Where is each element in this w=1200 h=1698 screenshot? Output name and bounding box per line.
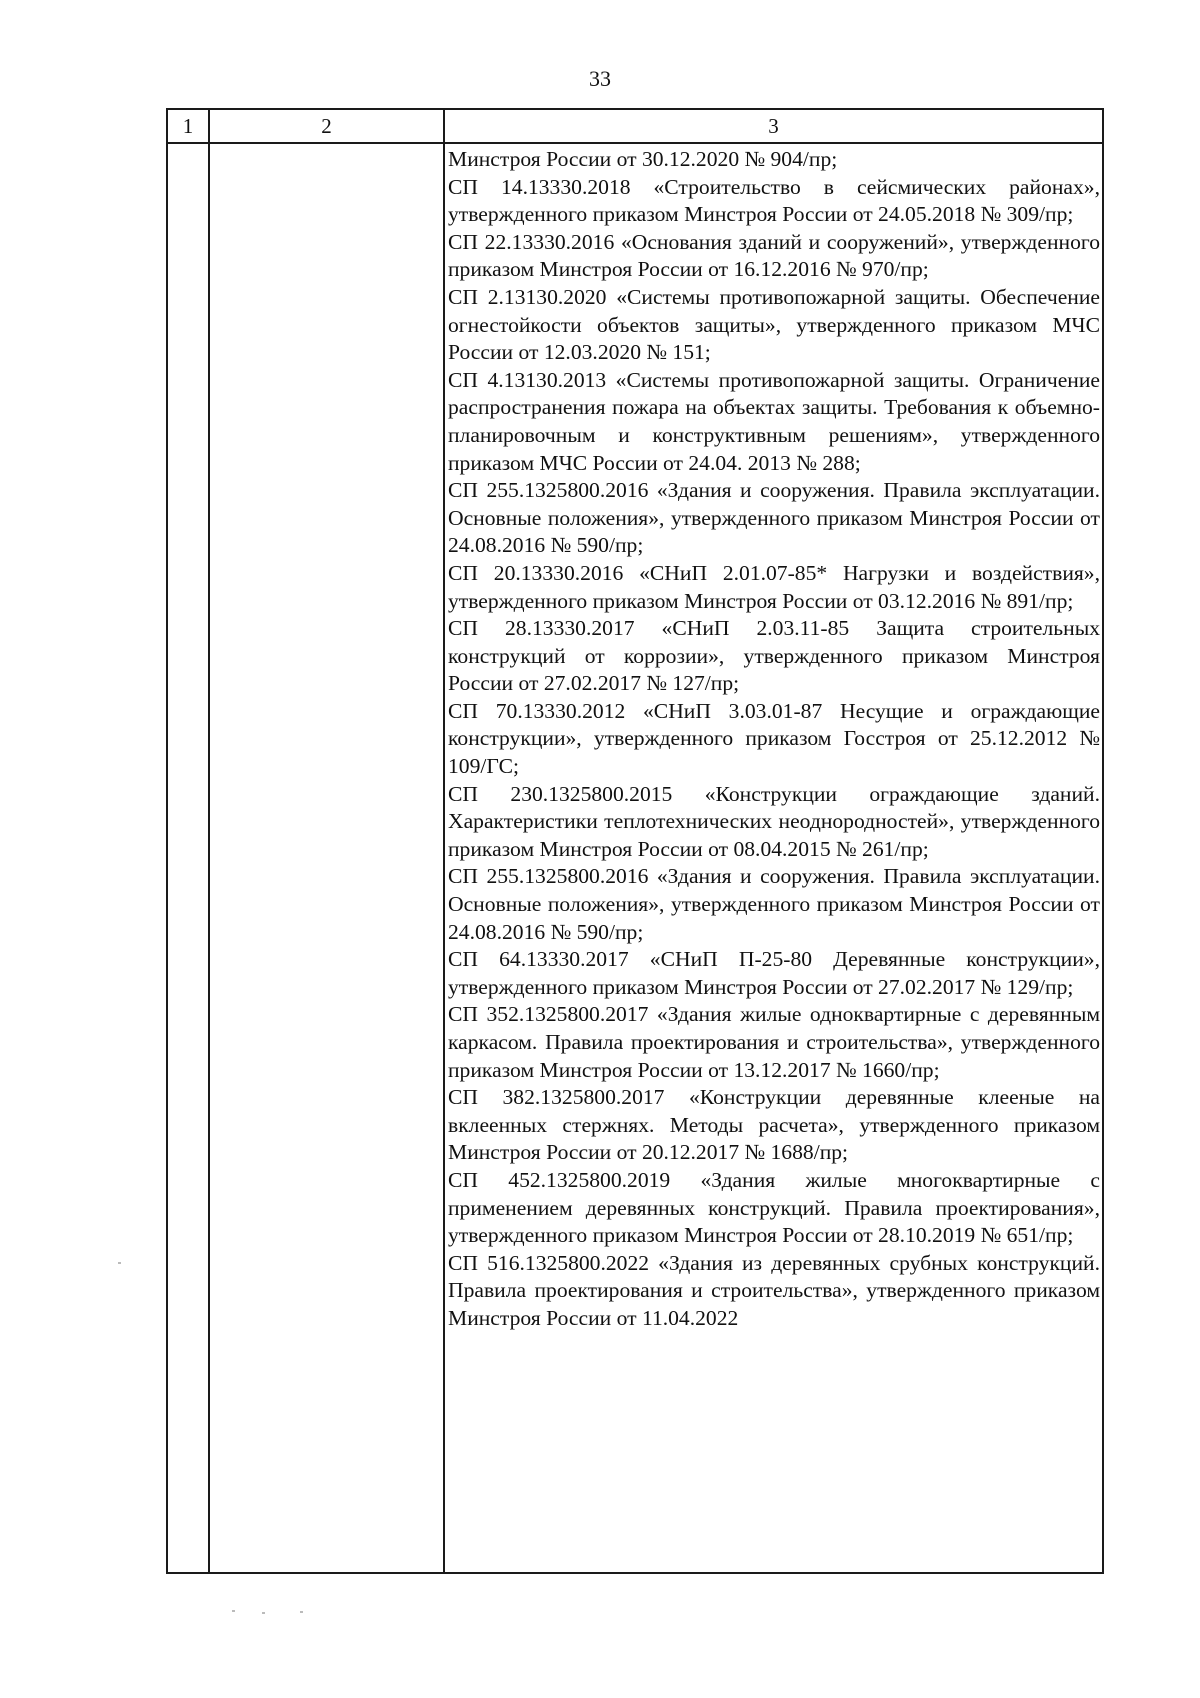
regulation-entry: СП 64.13330.2017 «СНиП П-25-80 Деревянные конструкции», утвержденного приказом Минстроя России от 27.02.2017 № 129/пр; <box>448 947 1100 999</box>
scan-artifact <box>232 1610 235 1612</box>
regulation-entry: СП 28.13330.2017 «СНиП 2.03.11-85 Защита строительных конструкций от коррозии», утвержденного приказом Минстроя России от 27.02.2017 № 127/пр; <box>448 616 1100 696</box>
column-header-1: 1 <box>182 114 194 138</box>
header-row-rule <box>168 142 1102 144</box>
scan-artifact <box>262 1612 265 1614</box>
regulations-table <box>166 108 1104 1574</box>
column-divider-1 <box>208 110 210 1572</box>
column-header-2: 2 <box>321 114 332 138</box>
scan-artifact <box>118 1262 121 1264</box>
regulation-entry: СП 382.1325800.2017 «Конструкции деревянные клееные на вклеенных стержнях. Методы расчета», утвержденного приказом Минстроя России от 20.12.2017 № 1688/пр; <box>448 1085 1100 1165</box>
regulation-entry: СП 352.1325800.2017 «Здания жилые одноквартирные с деревянным каркасом. Правила проектирования и строительства», утвержденного приказом Минстроя России от 13.12.2017 № 1660/пр; <box>448 1002 1100 1082</box>
regulation-entry: СП 255.1325800.2016 «Здания и сооружения. Правила эксплуатации. Основные положения», утвержденного приказом Минстроя России от 24.08.2016 № 590/пр; <box>448 478 1100 558</box>
regulation-entry: СП 14.13330.2018 «Строительство в сейсмических районах», утвержденного приказом Минстроя России от 24.05.2018 № 309/пр; <box>448 174 1100 227</box>
column-header-3: 3 <box>768 114 779 138</box>
regulation-entry: СП 70.13330.2012 «СНиП 3.03.01-87 Несущие и ограждающие конструкции», утвержденного приказом Госстроя от 25.12.2012 № 109/ГС; <box>448 698 1100 779</box>
regulation-entry: СП 452.1325800.2019 «Здания жилые многоквартирные с применением деревянных конструкций. Правила проектирования», утвержденного приказом Минстроя России от 28.10.2019 № 651/пр; <box>448 1167 1100 1248</box>
regulation-entry: Минстроя России от 30.12.2020 № 904/пр; <box>448 147 838 171</box>
regulation-entry: СП 2.13130.2020 «Системы противопожарной защиты. Обеспечение огнестойкости объектов защиты», утвержденного приказом МЧС России от 12.03.2020 № 151; <box>448 284 1100 365</box>
scan-artifact <box>300 1611 303 1613</box>
column-3-content <box>448 146 1100 1333</box>
regulation-entry: СП 516.1325800.2022 «Здания из деревянных срубных конструкций. Правила проектирования и строительства», утвержденного приказом Минстроя России от 11.04.2022 <box>448 1250 1100 1330</box>
regulation-entry: СП 22.13330.2016 «Основания зданий и сооружений», утвержденного приказом Минстроя России от 16.12.2016 № 970/пр; <box>448 229 1100 282</box>
regulation-entry: СП 230.1325800.2015 «Конструкции ограждающие зданий. Характеристики теплотехнических неоднородностей», утвержденного приказом Минстроя России от 08.04.2015 № 261/пр; <box>448 781 1100 861</box>
column-divider-2 <box>443 110 445 1572</box>
regulation-entry: СП 255.1325800.2016 «Здания и сооружения. Правила эксплуатации. Основные положения», утвержденного приказом Минстроя России от 24.08.2016 № 590/пр; <box>448 864 1100 944</box>
page-number: 33 <box>589 66 611 91</box>
regulation-entry: СП 4.13130.2013 «Системы противопожарной защиты. Ограничение распространения пожара на объектах защиты. Требования к объемно-планировочным и конструктивным решениям», утвержденного приказом МЧС России от 24.04. 2013 № 288; <box>448 367 1100 475</box>
regulation-entry: СП 20.13330.2016 «СНиП 2.01.07-85* Нагрузки и воздействия», утвержденного приказом Минстроя России от 03.12.2016 № 891/пр; <box>448 560 1100 613</box>
